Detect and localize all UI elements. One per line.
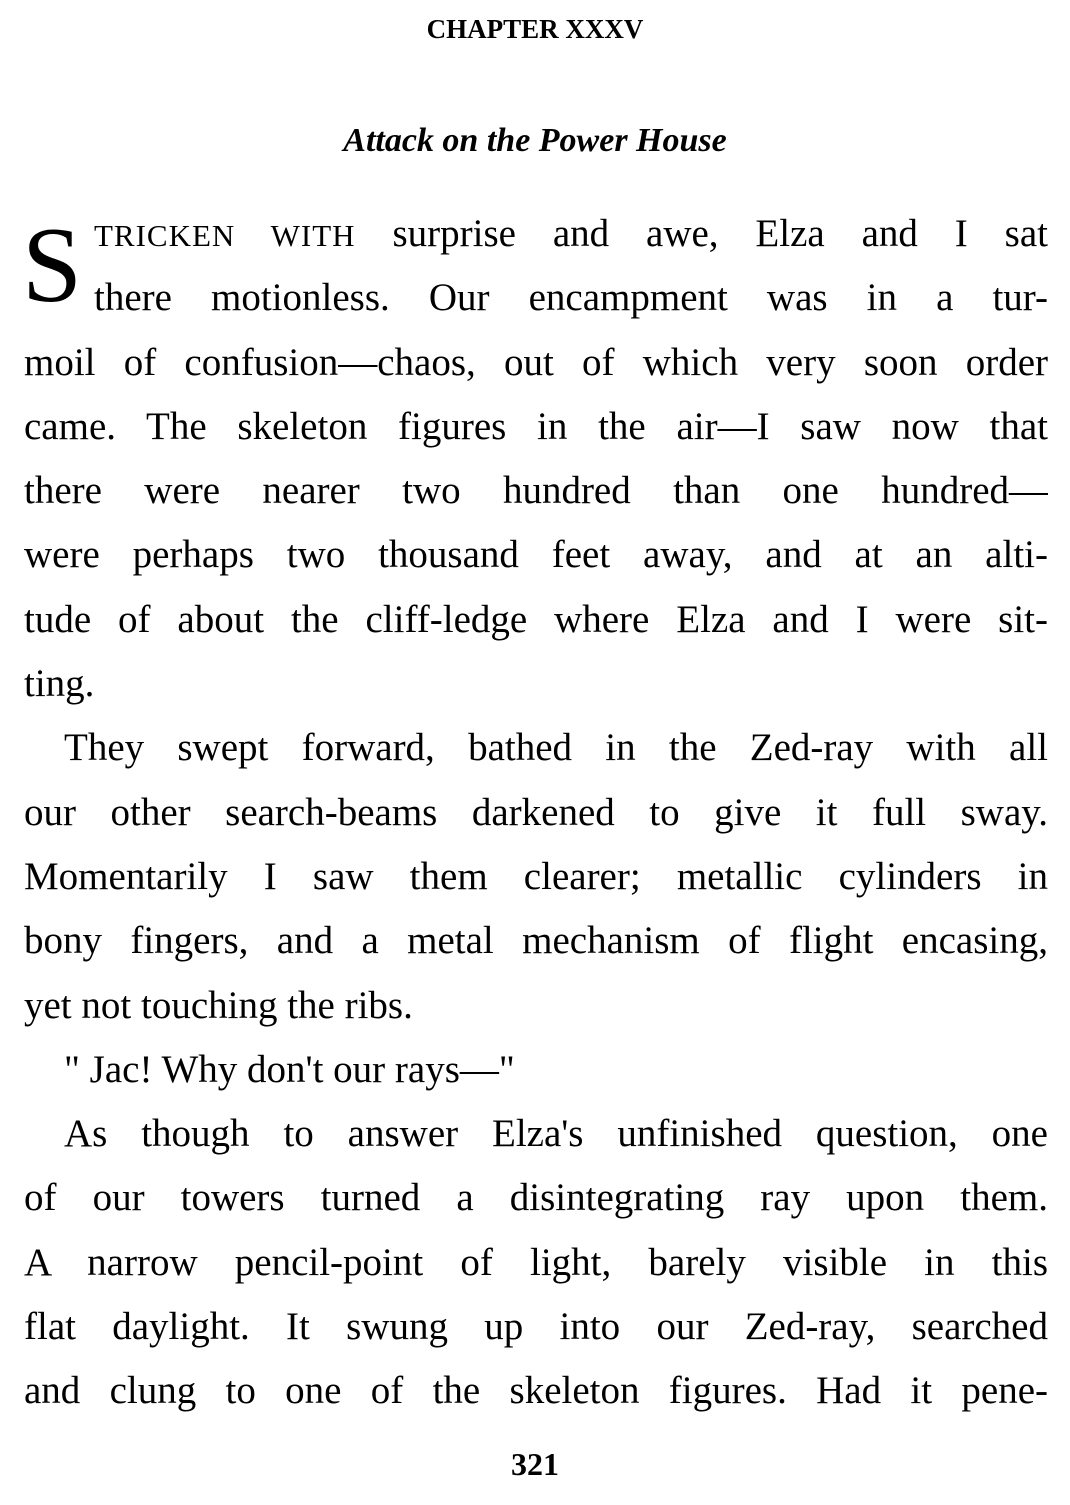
text-line: " Jac! Why don't our rays—" — [64, 1047, 515, 1091]
text-line: our other search-beams darkened to give it full sway. — [24, 790, 1048, 834]
text-line: were perhaps two thousand feet away, and at an alti- — [24, 533, 1048, 577]
text-line: moil of confusion—chaos, out of which very soon order — [24, 340, 1048, 384]
paragraph-4 — [24, 1102, 1048, 1423]
text-line: there motionless. Our encampment was in a tur- — [94, 276, 1048, 320]
text-line: bony fingers, and a metal mechanism of flight encasing, — [24, 919, 1048, 963]
text-line: flat daylight. It swung up into our Zed-ray, searched — [24, 1305, 1048, 1349]
body-text — [24, 202, 1048, 1424]
text-line: TRICKEN WITH surprise and awe, Elza and I sat — [94, 212, 1048, 255]
paragraph-2 — [24, 716, 1048, 1037]
small-caps-lead: TRICKEN WITH — [94, 218, 356, 253]
text-line: tude of about the cliff-ledge where Elza and I were sit- — [24, 597, 1048, 641]
chapter-title: Attack on the Power House — [343, 122, 727, 159]
paragraph-1 — [24, 202, 1048, 716]
text-line: and clung to one of the skeleton figures. Had it pene- — [24, 1369, 1048, 1413]
paragraph-3 — [24, 1038, 1048, 1102]
text-line: They swept forward, bathed in the Zed-ray with all — [64, 726, 1048, 770]
text-line: of our towers turned a disintegrating ray upon them. — [24, 1176, 1048, 1220]
text-line: A narrow pencil-point of light, barely visible in this — [24, 1240, 1048, 1284]
text-line: yet not touching the ribs. — [24, 983, 413, 1027]
text-line: As though to answer Elza's unfinished question, one — [64, 1112, 1048, 1156]
text-line: there were nearer two hundred than one hundred— — [24, 469, 1048, 513]
chapter-heading: CHAPTER XXXV — [426, 14, 644, 44]
drop-cap: S — [22, 206, 83, 325]
text-line: ting. — [24, 662, 95, 706]
text-line: came. The skeleton figures in the air—I saw now that — [24, 404, 1048, 448]
text-line: Momentarily I saw them clearer; metallic cylinders in — [24, 854, 1048, 898]
page-number: 321 — [511, 1446, 559, 1482]
